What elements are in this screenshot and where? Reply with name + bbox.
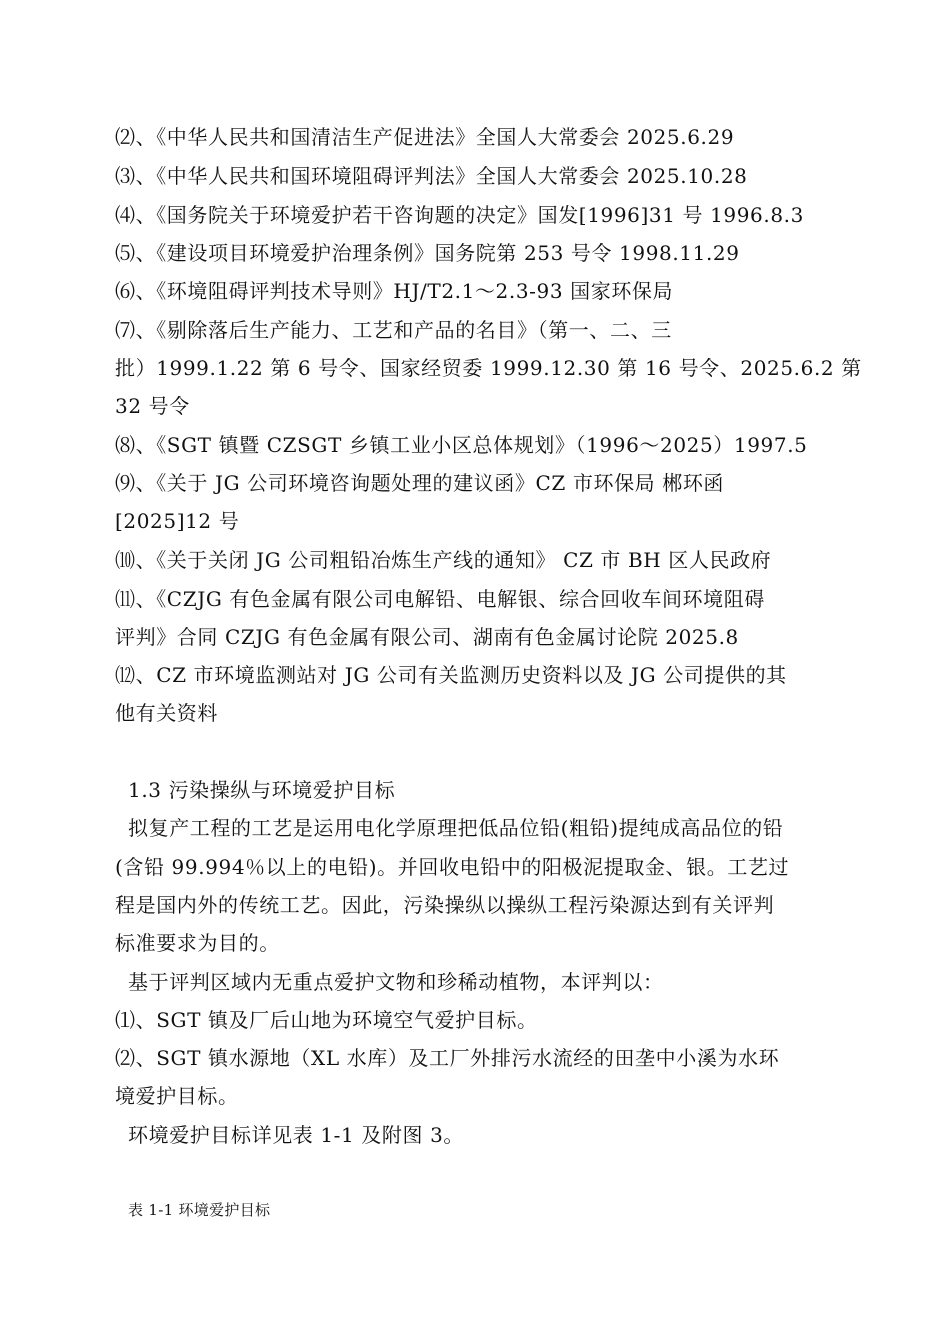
section-heading: 1.3 污染操纵与环境爱护目标 [128, 778, 396, 802]
reference-item-4: ⑷、《国务院关于环境爱护若干咨询题的决定》国发[1996]31 号 1996.8.3 [115, 203, 804, 227]
reference-item-9-line1: ⑼、《关于 JG 公司环境咨询题处理的建议函》CZ 市环保局 郴环函 [115, 471, 725, 495]
reference-item-12-line1: ⑿、CZ 市环境监测站对 JG 公司有关监测历史资料以及 JG 公司提供的其 [115, 663, 787, 687]
reference-item-11-line1: ⑾、《CZJG 有色金属有限公司电解铅、电解银、综合回收车间环境阻碍 [115, 587, 765, 611]
reference-item-7-line1: ⑺、《剔除落后生产能力、工艺和产品的名目》（第一、二、三 [115, 318, 672, 342]
paragraph-5: 环境爱护目标详见表 1-1 及附图 3。 [128, 1123, 465, 1147]
reference-item-7-line2: 批）1999.1.22 第 6 号令、国家经贸委 1999.12.30 第 16 号令、2025.6.2 第 [115, 356, 862, 380]
reference-item-5: ⑸、《建设项目环境爱护治理条例》国务院第 253 号令 1998.11.29 [115, 241, 740, 265]
paragraph-1-line3: 程是国内外的传统工艺。因此，污染操纵以操纵工程污染源达到有关评判 [115, 893, 775, 917]
table-caption: 表 1-1 环境爱护目标 [128, 1201, 271, 1219]
reference-item-12-line2: 他有关资料 [115, 701, 218, 725]
reference-item-2: ⑵、《中华人民共和国清洁生产促进法》全国人大常委会 2025.6.29 [115, 125, 735, 149]
reference-item-7-line3: 32 号令 [115, 394, 190, 418]
reference-item-6: ⑹、《环境阻碍评判技术导则》HJ/T2.1～2.3-93 国家环保局 [115, 279, 674, 303]
protection-target-1: ⑴、SGT 镇及厂后山地为环境空气爱护目标。 [115, 1008, 538, 1032]
reference-item-9-line2: [2025]12 号 [115, 509, 240, 533]
reference-item-8: ⑻、《SGT 镇暨 CZSGT 乡镇工业小区总体规划》（1996～2025）1997.5 [115, 433, 808, 457]
reference-item-10: ⑽、《关于关闭 JG 公司粗铅冶炼生产线的通知》 CZ 市 BH 区人民政府 [115, 548, 772, 572]
paragraph-2: 基于评判区域内无重点爱护文物和珍稀动植物，本评判以： [128, 970, 664, 994]
reference-item-3: ⑶、《中华人民共和国环境阻碍评判法》全国人大常委会 2025.10.28 [115, 164, 748, 188]
paragraph-1-line1: 拟复产工程的工艺是运用电化学原理把低品位铅(粗铅)提纯成高品位的铅 [128, 816, 784, 840]
paragraph-1-line4: 标准要求为目的。 [115, 931, 280, 955]
reference-item-11-line2: 评判》合同 CZJG 有色金属有限公司、湖南有色金属讨论院 2025.8 [115, 625, 739, 649]
paragraph-1-line2: (含铅 99.994％以上的电铅)。并回收电铅中的阳极泥提取金、银。工艺过 [115, 855, 790, 879]
protection-target-2-line2: 境爱护目标。 [115, 1084, 239, 1108]
protection-target-2-line1: ⑵、SGT 镇水源地（XL 水库）及工厂外排污水流经的田垄中小溪为水环 [115, 1046, 780, 1070]
